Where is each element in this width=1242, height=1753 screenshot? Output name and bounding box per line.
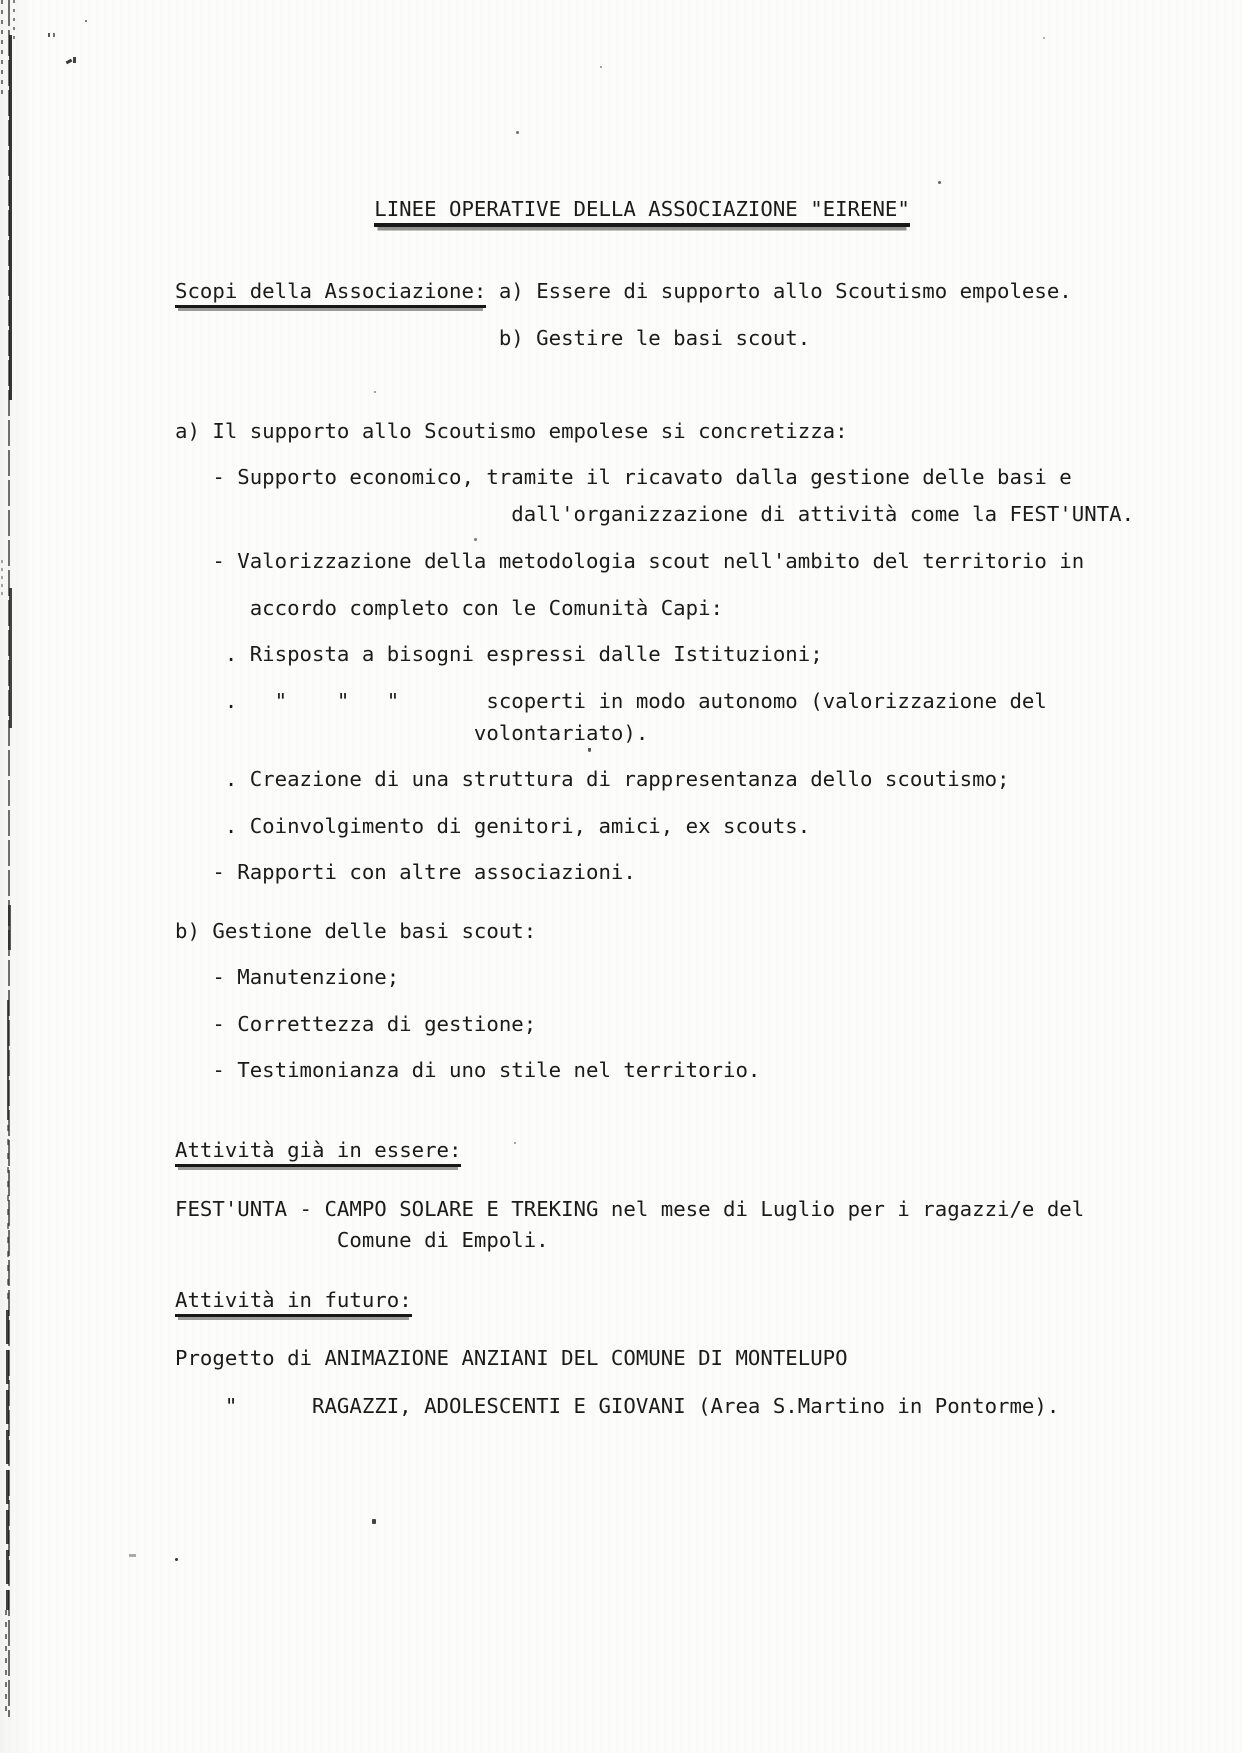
- scan-speck: [73, 57, 76, 63]
- scan-speck: [129, 1554, 136, 1557]
- scan-speck: [372, 1519, 376, 1524]
- scan-edge-ticks: [1, 560, 3, 600]
- underlined-text: LINEE OPERATIVE DELLA ASSOCIAZIONE "EIRENE": [374, 197, 910, 227]
- text-run: a) Il supporto allo Scoutismo empolese si concretizza:: [175, 419, 848, 443]
- text-run: Progetto di ANIMAZIONE ANZIANI DEL COMUNE DI MONTELUPO: [175, 1346, 848, 1370]
- text-run: b) Gestire le basi scout.: [498, 326, 811, 350]
- subitem-ditto-scoperti-cont: [175, 720, 648, 747]
- scan-speck: [1043, 37, 1045, 39]
- text-run: . Creazione di una struttura di rappresentanza dello scoutismo;: [224, 767, 1010, 791]
- text-run: b) Gestione delle basi scout:: [175, 919, 537, 943]
- text-run: Comune di Empoli.: [336, 1228, 549, 1252]
- text-run: - Correttezza di gestione;: [212, 1012, 537, 1036]
- text-run: accordo completo con le Comunità Capi:: [249, 596, 724, 620]
- scan-edge-ticks: [1, 0, 3, 95]
- text-run: . " " " scoperti in modo autonomo (valorizzazione del: [224, 689, 1047, 713]
- document-title: [175, 196, 910, 223]
- text-run: volontariato).: [473, 721, 649, 745]
- item-manutenzione: [175, 964, 399, 991]
- scan-speck: [938, 181, 941, 184]
- text-run: . Coinvolgimento di genitori, amici, ex scouts.: [224, 814, 811, 838]
- subitem-coinvolgimento: [175, 813, 810, 840]
- item-a-heading: [175, 418, 848, 445]
- scan-speck: [48, 33, 50, 37]
- scan-speck: [85, 20, 87, 22]
- text-run: . Risposta a bisogni espressi dalle Istituzioni;: [224, 642, 823, 666]
- subitem-ditto-scoperti: [175, 688, 1047, 715]
- scan-speck: [600, 66, 602, 68]
- scan-speck: [53, 33, 55, 37]
- scan-speck: [514, 1142, 516, 1144]
- scan-speck: [374, 391, 376, 393]
- text-run: - Rapporti con altre associazioni.: [212, 860, 636, 884]
- item-valorizzazione-cont: [175, 595, 723, 622]
- scan-speck: [66, 59, 73, 64]
- item-valorizzazione: [175, 548, 1084, 575]
- item-supporto-economico-cont: [175, 501, 1134, 528]
- item-testimonianza: [175, 1057, 760, 1084]
- text-run: - Testimonianza di uno stile nel territorio.: [212, 1058, 761, 1082]
- progetto-ragazzi: [175, 1393, 1059, 1420]
- text-run: - Valorizzazione della metodologia scout nell'ambito del territorio in: [212, 549, 1085, 573]
- progetto-anziani: [175, 1345, 848, 1372]
- subitem-creazione: [175, 766, 1009, 793]
- scan-speck: [474, 538, 477, 541]
- scan-edge-line: [6, 1310, 9, 1610]
- section-scopi-heading: [175, 278, 1072, 305]
- text-run: dall'organizzazione di attività come la FEST'UNTA.: [511, 502, 1135, 526]
- item-supporto-economico: [175, 464, 1072, 491]
- scan-edge-ticks: [13, 0, 15, 40]
- attivita-festunta: [175, 1196, 1084, 1223]
- text-run: - Supporto economico, tramite il ricavato dalla gestione delle basi e: [212, 465, 1072, 489]
- text-run: a) Essere di supporto allo Scoutismo empolese.: [486, 279, 1072, 303]
- scopo-b: [175, 325, 810, 352]
- scan-edge-line: [7, 1125, 9, 1305]
- scan-edge-line: [9, 588, 12, 728]
- scan-edge-line: [7, 1000, 9, 1120]
- item-b-heading: [175, 918, 536, 945]
- scan-speck: [175, 1558, 178, 1561]
- scan-speck: [516, 131, 519, 134]
- scan-speck: [588, 748, 591, 752]
- section-attivita-futuro-heading: [175, 1287, 412, 1314]
- item-rapporti: [175, 859, 636, 886]
- scan-edge-line: [5, 1610, 7, 1717]
- scan-edge-line: [8, 905, 11, 950]
- underlined-text: Attività già in essere:: [175, 1138, 461, 1167]
- attivita-festunta-cont: [175, 1227, 549, 1254]
- item-correttezza: [175, 1011, 536, 1038]
- text-run: " RAGAZZI, ADOLESCENTI E GIOVANI (Area S.Martino in Pontorme).: [224, 1394, 1060, 1418]
- scan-edge-line: [9, 35, 12, 400]
- text-run: - Manutenzione;: [212, 965, 400, 989]
- underlined-text: Scopi della Associazione:: [175, 279, 486, 308]
- subitem-risposta: [175, 641, 823, 668]
- text-run: FEST'UNTA - CAMPO SOLARE E TREKING nel mese di Luglio per i ragazzi/e del: [175, 1197, 1085, 1221]
- section-attivita-essere-heading: [175, 1137, 461, 1164]
- underlined-text: Attività in futuro:: [175, 1288, 412, 1317]
